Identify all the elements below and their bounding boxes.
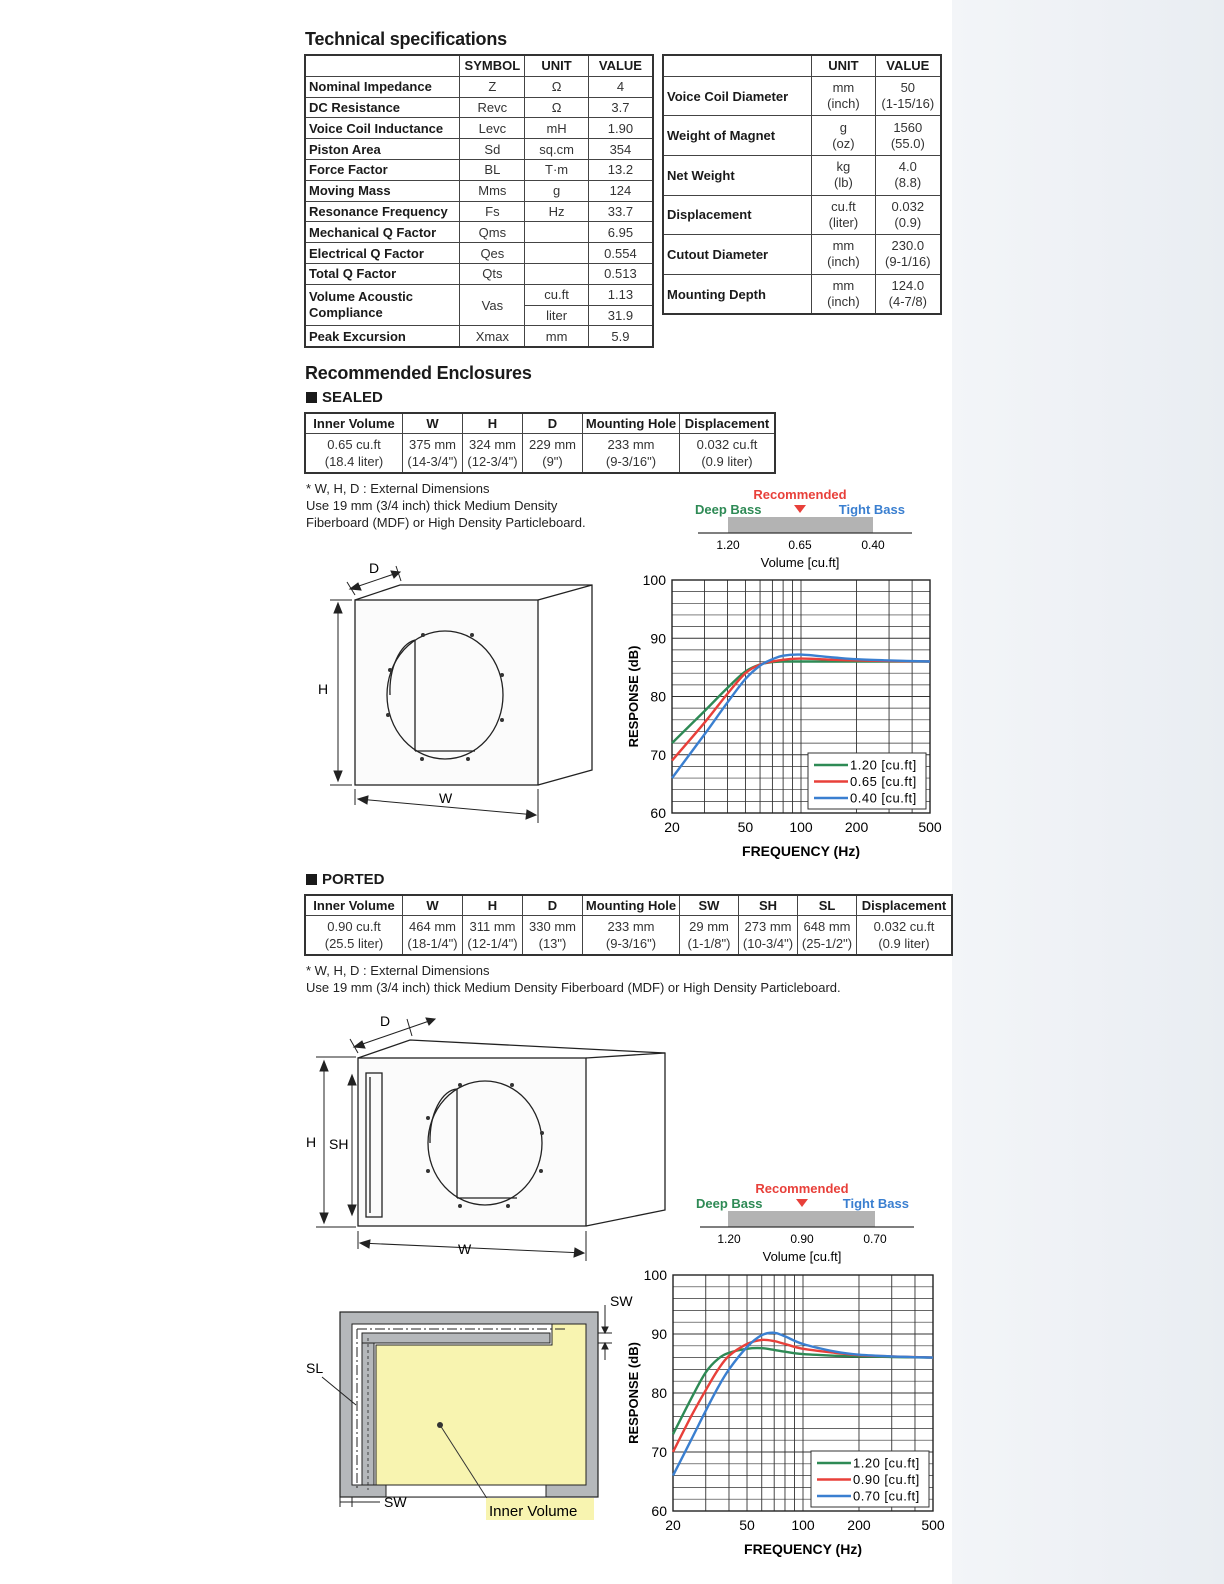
page-edge-shadow: [952, 0, 1224, 1584]
sealed-table: [304, 412, 776, 474]
spec-left-body: [305, 76, 653, 347]
sealed-volume-scale: [690, 484, 920, 574]
spec-value: 6.95: [588, 222, 653, 243]
y-axis-label: RESPONSE (dB): [626, 1342, 641, 1444]
spec-label: Total Q Factor: [305, 263, 460, 284]
legend-label: 0.70 [cu.ft]: [853, 1488, 920, 1504]
spec-row: [305, 263, 653, 284]
spec-unit: Ω: [525, 97, 589, 118]
x-tick-label: 100: [791, 1517, 815, 1533]
sealed-heading: SEALED: [306, 389, 383, 406]
ported-dim-sh-label: SH: [329, 1136, 349, 1152]
spec-row: [663, 155, 941, 195]
sealed-box-diagram: [300, 555, 610, 825]
tech-specs-title: Technical specifications: [305, 29, 507, 49]
enc-cell: 233 mm (9-3/16"): [583, 434, 680, 474]
inner-volume-label: Inner Volume: [489, 1503, 578, 1520]
spec-symbol: Sd: [460, 139, 525, 160]
enc-header: W: [403, 413, 463, 434]
x-tick-label: 500: [918, 819, 942, 835]
spec-unit: kg (lb): [812, 155, 875, 195]
vol-tick-3: 0.70: [863, 1232, 887, 1246]
spec-symbol: Xmax: [460, 326, 525, 347]
spec-unit: Hz: [525, 201, 589, 222]
spec-symbol: Qts: [460, 263, 525, 284]
spec-row: [305, 139, 653, 160]
x-tick-label: 200: [844, 819, 869, 835]
y-tick-label: 90: [651, 1326, 667, 1342]
enc-cell: 0.65 cu.ft (18.4 liter): [305, 434, 403, 474]
spec-symbol: Qes: [460, 243, 525, 264]
spec-label: Net Weight: [663, 155, 812, 195]
x-tick-label: 20: [664, 819, 680, 835]
spec-table-right: [662, 54, 942, 315]
recommended-range-bar: [728, 517, 873, 533]
spec-value: 230.0 (9-1/16): [875, 235, 941, 275]
port-wall: [362, 1333, 550, 1343]
enc-cell: 29 mm (1-1/8"): [680, 916, 739, 956]
spec-value: 124: [588, 180, 653, 201]
ported-notes: * W, H, D : External Dimensions Use 19 mm (3/4 inch) thick Medium Density Fiberboard (MDF) or High Density Particleboard.: [306, 963, 841, 995]
enc-header: D: [523, 413, 583, 434]
col-unit: UNIT: [525, 55, 589, 76]
spec-label: Voice Coil Diameter: [663, 76, 812, 116]
spec-unit: mm (inch): [812, 76, 875, 116]
spec-label: Nominal Impedance: [305, 76, 460, 97]
sealed-response-chart: [620, 568, 950, 863]
sw-top-label: SW: [610, 1293, 633, 1309]
spec-symbol: Z: [460, 76, 525, 97]
spec-label: Weight of Magnet: [663, 116, 812, 156]
vol-tick-2: 0.65: [788, 538, 812, 552]
vol-tick-1: 1.20: [716, 538, 740, 552]
spec-unit: mm (inch): [812, 235, 875, 275]
ported-dim-h-label: H: [306, 1134, 317, 1150]
spec-unit: T·m: [525, 159, 589, 180]
x-tick-label: 50: [737, 819, 754, 835]
sw-bottom-label: SW: [384, 1494, 407, 1510]
spec-label: Mounting Depth: [663, 274, 812, 314]
vol-tick-1: 1.20: [717, 1232, 741, 1246]
enc-header: SH: [739, 895, 798, 916]
x-axis-label: FREQUENCY (Hz): [744, 1541, 862, 1557]
dim-d-label: D: [369, 560, 380, 576]
spec-symbol: Qms: [460, 222, 525, 243]
sl-label: SL: [306, 1360, 324, 1376]
spec-value: 33.7: [588, 201, 653, 222]
col-value-right: VALUE: [875, 55, 941, 76]
x-tick-label: 500: [921, 1517, 945, 1533]
square-bullet-icon: [306, 392, 317, 403]
spec-unit: mH: [525, 118, 589, 139]
spec-value: 1560 (55.0): [875, 116, 941, 156]
y-tick-label: 80: [651, 1385, 667, 1401]
enc-cell: 330 mm (13"): [523, 916, 583, 956]
enc-header: Mounting Hole: [583, 413, 680, 434]
sealed-notes: * W, H, D : External Dimensions Use 19 mm (3/4 inch) thick Medium Density Fiberboard (MDF) or High Density Particleboard.: [306, 481, 586, 530]
ported-dim-w-label: W: [458, 1241, 472, 1257]
enc-header: Mounting Hole: [583, 895, 680, 916]
recommended-marker-icon: [796, 1199, 808, 1207]
spec-symbol: Vas: [460, 284, 525, 326]
spec-row: [305, 97, 653, 118]
spec-label: Cutout Diameter: [663, 235, 812, 275]
spec-label: Resonance Frequency: [305, 201, 460, 222]
spec-row: [305, 118, 653, 139]
spec-row: [663, 76, 941, 116]
enc-cell: 233 mm (9-3/16"): [583, 916, 680, 956]
spec-label-vas: Volume Acoustic Compliance: [305, 284, 460, 326]
enc-header: Inner Volume: [305, 413, 403, 434]
y-tick-label: 70: [651, 1444, 667, 1460]
spec-value: 4: [588, 76, 653, 97]
y-axis-label: RESPONSE (dB): [626, 645, 641, 748]
x-tick-label: 100: [789, 819, 813, 835]
spec-unit: Ω: [525, 76, 589, 97]
y-tick-label: 100: [643, 1267, 667, 1283]
spec-unit: cu.ft (liter): [812, 195, 875, 235]
spec-value: 0.513: [588, 263, 653, 284]
spec-value: 13.2: [588, 159, 653, 180]
spec-unit: cu.ft: [525, 284, 589, 305]
inner-volume-area: [376, 1324, 586, 1485]
spec-label: Force Factor: [305, 159, 460, 180]
enc-header: Displacement: [857, 895, 953, 916]
spec-unit: [525, 243, 589, 264]
spec-value: 124.0 (4-7/8): [875, 274, 941, 314]
spec-label: Displacement: [663, 195, 812, 235]
box-front-face: [355, 600, 538, 785]
dim-w-label: W: [439, 790, 453, 806]
vol-axis-label: Volume [cu.ft]: [762, 1249, 842, 1264]
recommended-label: Recommended: [755, 1181, 849, 1196]
square-bullet-icon: [306, 874, 317, 885]
col-symbol: SYMBOL: [460, 55, 525, 76]
spec-unit: g (oz): [812, 116, 875, 156]
spec-label: DC Resistance: [305, 97, 460, 118]
ported-heading: PORTED: [306, 871, 385, 888]
spec-value: 0.554: [588, 243, 653, 264]
tight-bass-label: Tight Bass: [842, 1196, 909, 1211]
enc-header: SW: [680, 895, 739, 916]
recommended-label: Recommended: [753, 487, 847, 502]
spec-label: Mechanical Q Factor: [305, 222, 460, 243]
x-axis-label: FREQUENCY (Hz): [742, 843, 860, 859]
spec-value: 0.032 (0.9): [875, 195, 941, 235]
ported-response-chart: [620, 1262, 952, 1557]
driver-opening: [386, 1485, 546, 1497]
ported-table: [304, 894, 953, 956]
enc-cell: 229 mm (9"): [523, 434, 583, 474]
spec-row-xmax: [305, 326, 653, 347]
enc-header: Displacement: [680, 413, 776, 434]
spec-right-body: [663, 76, 941, 314]
y-tick-label: 60: [650, 805, 666, 821]
enc-cell: 311 mm (12-1/4"): [463, 916, 523, 956]
enc-header: Inner Volume: [305, 895, 403, 916]
vol-tick-2: 0.90: [790, 1232, 814, 1246]
spec-label: Piston Area: [305, 139, 460, 160]
y-tick-label: 100: [642, 572, 666, 588]
enc-cell: 648 mm (25-1/2"): [798, 916, 857, 956]
spec-row-vas: [305, 284, 653, 305]
spec-label: Moving Mass: [305, 180, 460, 201]
y-tick-label: 80: [650, 688, 666, 705]
enc-header: H: [463, 895, 523, 916]
ported-dim-d-label: D: [380, 1013, 391, 1029]
spec-row: [663, 235, 941, 275]
col-unit-right: UNIT: [812, 55, 875, 76]
spec-value: 31.9: [588, 305, 653, 326]
enc-cell: 464 mm (18-1/4"): [403, 916, 463, 956]
legend-label: 0.90 [cu.ft]: [853, 1472, 920, 1487]
ported-cross-section: [300, 1285, 633, 1525]
vol-axis-label: Volume [cu.ft]: [760, 555, 840, 570]
spec-row: [305, 180, 653, 201]
y-tick-label: 70: [650, 746, 666, 763]
enc-cell: 0.032 cu.ft (0.9 liter): [680, 434, 776, 474]
enc-header: H: [463, 413, 523, 434]
spec-unit: g: [525, 180, 589, 201]
enc-cell: 324 mm (12-3/4"): [463, 434, 523, 474]
spec-row: [305, 222, 653, 243]
spec-unit: [525, 222, 589, 243]
spec-row: [305, 201, 653, 222]
spec-unit: mm: [525, 326, 589, 347]
legend-label: 0.40 [cu.ft]: [850, 790, 917, 806]
x-tick-label: 200: [847, 1517, 871, 1533]
spec-row: [305, 243, 653, 264]
recommended-marker-icon: [794, 505, 806, 513]
spec-symbol: Fs: [460, 201, 525, 222]
vol-tick-3: 0.40: [861, 538, 885, 552]
spec-value: 50 (1-15/16): [875, 76, 941, 116]
spec-symbol: BL: [460, 159, 525, 180]
spec-label: Voice Coil Inductance: [305, 118, 460, 139]
spec-symbol: Mms: [460, 180, 525, 201]
deep-bass-label: Deep Bass: [695, 502, 762, 517]
spec-unit: [525, 263, 589, 284]
spec-value: 1.90: [588, 118, 653, 139]
enc-cell: 273 mm (10-3/4"): [739, 916, 798, 956]
y-tick-label: 90: [650, 630, 666, 647]
enc-cell: 0.90 cu.ft (25.5 liter): [305, 916, 403, 956]
deep-bass-label: Deep Bass: [696, 1196, 763, 1211]
spec-value: 4.0 (8.8): [875, 155, 941, 195]
spec-symbol: Levc: [460, 118, 525, 139]
spec-symbol: Revc: [460, 97, 525, 118]
spec-table-left: [304, 54, 654, 348]
spec-unit: sq.cm: [525, 139, 589, 160]
ported-box-diagram: [300, 1005, 680, 1265]
spec-row: [663, 195, 941, 235]
ported-volume-scale: [690, 1178, 920, 1268]
col-value: VALUE: [588, 55, 653, 76]
dim-h-label: H: [318, 681, 329, 697]
legend-label: 1.20 [cu.ft]: [850, 757, 917, 773]
spec-row: [663, 274, 941, 314]
spec-value: 3.7: [588, 97, 653, 118]
spec-value: 5.9: [588, 326, 653, 347]
y-tick-label: 60: [651, 1503, 667, 1519]
recommended-range-bar: [728, 1211, 875, 1227]
x-tick-label: 50: [739, 1517, 755, 1533]
enc-header: D: [523, 895, 583, 916]
enclosures-title: Recommended Enclosures: [305, 363, 532, 383]
spec-label: Peak Excursion: [305, 326, 460, 347]
tight-bass-label: Tight Bass: [838, 502, 905, 517]
spec-value: 1.13: [588, 284, 653, 305]
enc-cell: 0.032 cu.ft (0.9 liter): [857, 916, 953, 956]
spec-unit: mm (inch): [812, 274, 875, 314]
spec-row: [305, 159, 653, 180]
enc-header: W: [403, 895, 463, 916]
spec-row: [663, 116, 941, 156]
legend-label: 1.20 [cu.ft]: [853, 1455, 920, 1471]
legend-label: 0.65 [cu.ft]: [850, 774, 917, 789]
spec-label: Electrical Q Factor: [305, 243, 460, 264]
spec-unit: liter: [525, 305, 589, 326]
enc-cell: 375 mm (14-3/4"): [403, 434, 463, 474]
spec-value: 354: [588, 139, 653, 160]
x-tick-label: 20: [665, 1517, 681, 1533]
ported-box-front-face: [358, 1058, 586, 1226]
spec-row: [305, 76, 653, 97]
enc-header: SL: [798, 895, 857, 916]
